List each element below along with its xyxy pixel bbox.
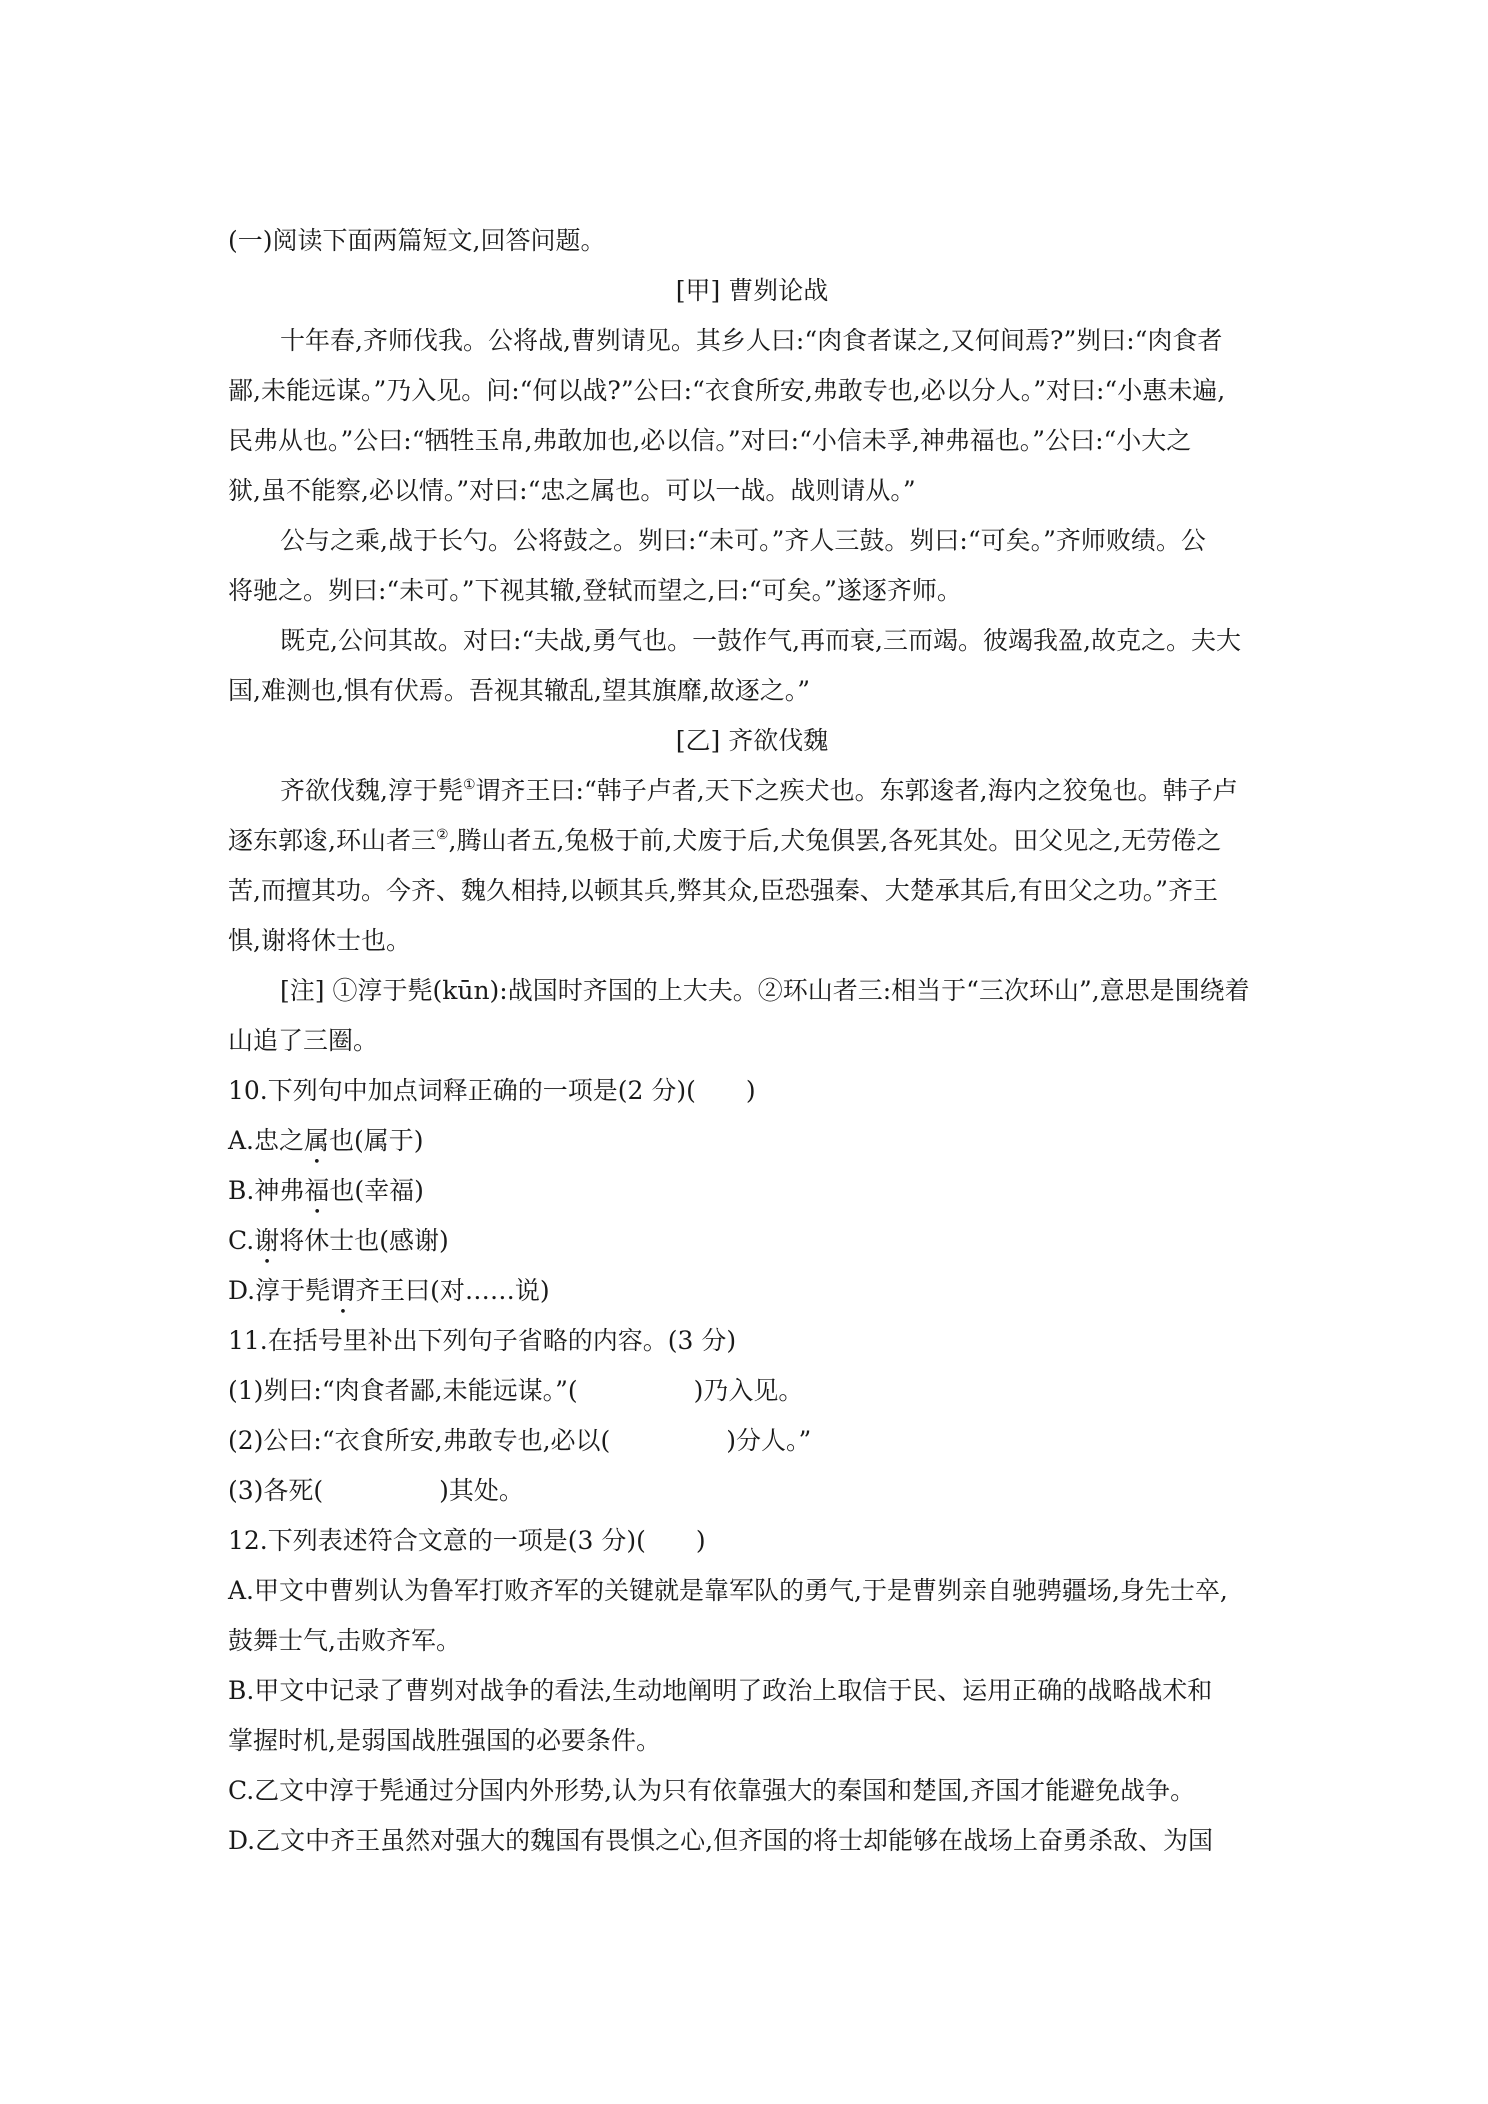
q11-s2-pre: (2)公曰:“衣食所安,弗敢专也,必以( <box>228 1426 611 1455</box>
q10-b-dotted-word: 福 <box>304 1176 330 1205</box>
q11-s1-post: )乃入见。 <box>693 1376 804 1405</box>
q10-b-post: 也(幸福) <box>329 1176 424 1205</box>
passage-a-p1-line3: 民弗从也。”公曰:“牺牲玉帛,弗敢加也,必以信。”对曰:“小信未孚,神弗福也。”公曰:“小大之 <box>228 426 1192 455</box>
passage-b-line2-start: 逐东郭逡,环山者三 <box>228 826 436 855</box>
q12-option-a-line1: A.甲文中曹刿认为鲁军打败齐军的关键就是靠军队的勇气,于是曹刿亲自驰骋疆场,身先士卒, <box>228 1576 1228 1605</box>
q11-s2-post: )分人。” <box>726 1426 812 1455</box>
q12-option-b-line2: 掌握时机,是弱国战胜强国的必要条件。 <box>228 1726 661 1755</box>
passage-a-p2-line1: 公与之乘,战于长勺。公将鼓之。刿曰:“未可。”齐人三鼓。刿曰:“可矣。”齐师败绩。公 <box>280 526 1206 555</box>
q11-sentence-1 <box>228 1366 1276 1416</box>
footnote-marker-2: ② <box>435 827 449 843</box>
q10-option-d <box>228 1266 1276 1316</box>
passage-a-title: [甲] 曹刿论战 <box>675 276 829 305</box>
notes-line2: 山追了三圈。 <box>228 1026 379 1055</box>
q10-stem: 10.下列句中加点词释正确的一项是(2 分)( ) <box>228 1076 756 1105</box>
q10-c-pre: C. <box>228 1226 255 1255</box>
passage-b-line1-start: 齐欲伐魏,淳于髡 <box>280 776 463 805</box>
q10-a-post: 也(属于) <box>329 1126 424 1155</box>
passage-b-line2 <box>228 816 1276 866</box>
q11-s1-pre: (1)刿曰:“肉食者鄙,未能远谋。”( <box>228 1376 578 1405</box>
passage-a-p1-line1: 十年春,齐师伐我。公将战,曹刿请见。其乡人曰:“肉食者谋之,又何间焉?”刿曰:“肉食者 <box>280 326 1223 355</box>
passage-b-line1-end: 谓齐王曰:“韩子卢者,天下之疾犬也。东郭逡者,海内之狡兔也。韩子卢 <box>475 776 1238 805</box>
q12-option-b-line1: B.甲文中记录了曹刿对战争的看法,生动地阐明了政治上取信于民、运用正确的战略战术和 <box>228 1676 1213 1705</box>
passage-a-p3-line1: 既克,公问其故。对曰:“夫战,勇气也。一鼓作气,再而衰,三而竭。彼竭我盈,故克之。夫大 <box>280 626 1241 655</box>
passage-b-line2-end: ,腾山者五,兔极于前,犬废于后,犬兔俱罢,各死其处。田父见之,无劳倦之 <box>448 826 1222 855</box>
passage-a-p3-line2: 国,难测也,惧有伏焉。吾视其辙乱,望其旗靡,故逐之。” <box>228 676 811 705</box>
notes-line1: [注] ①淳于髡(kūn):战国时齐国的上大夫。②环山者三:相当于“三次环山”,意思是围绕着 <box>280 976 1250 1005</box>
passage-b-line4: 惧,谢将休士也。 <box>228 926 411 955</box>
q10-c-post: 将休士也(感谢) <box>279 1226 449 1255</box>
q11-s3-post: )其处。 <box>439 1476 524 1505</box>
q12-option-d: D.乙文中齐王虽然对强大的魏国有畏惧之心,但齐国的将士却能够在战场上奋勇杀敌、为国 <box>228 1826 1214 1855</box>
q11-sentence-2 <box>228 1416 1276 1466</box>
q12-option-c: C.乙文中淳于髡通过分国内外形势,认为只有依靠强大的秦国和楚国,齐国才能避免战争。 <box>228 1776 1196 1805</box>
q10-b-pre: B.神弗 <box>228 1176 305 1205</box>
section-intro: (一)阅读下面两篇短文,回答问题。 <box>228 226 606 255</box>
q10-d-pre: D.淳于髡 <box>228 1276 331 1305</box>
passage-b-line1 <box>228 766 1276 816</box>
passage-a-p2-line2: 将驰之。刿曰:“未可。”下视其辙,登轼而望之,曰:“可矣。”遂逐齐师。 <box>228 576 962 605</box>
passage-b-title: [乙] 齐欲伐魏 <box>675 726 829 755</box>
exam-page <box>228 216 1276 1866</box>
q12-option-a-line2: 鼓舞士气,击败齐军。 <box>228 1626 461 1655</box>
q10-d-dotted-word: 谓 <box>330 1276 356 1305</box>
passage-b-line3: 苦,而擅其功。今齐、魏久相持,以顿其兵,弊其众,臣恐强秦、大楚承其后,有田父之功。”齐王 <box>228 876 1219 905</box>
q10-a-dotted-word: 属 <box>304 1126 330 1155</box>
q11-s3-pre: (3)各死( <box>228 1476 324 1505</box>
q11-stem: 11.在括号里补出下列句子省略的内容。(3 分) <box>228 1326 737 1355</box>
q10-a-pre: A.忠之 <box>228 1126 305 1155</box>
q11-sentence-3 <box>228 1466 1276 1516</box>
q10-option-c <box>228 1216 1276 1266</box>
passage-a-p1-line2: 鄙,未能远谋。”乃入见。问:“何以战?”公曰:“衣食所安,弗敢专也,必以分人。”对曰:“小惠未遍, <box>228 376 1226 405</box>
footnote-marker-1: ① <box>462 777 476 793</box>
q10-c-dotted-word: 谢 <box>254 1226 280 1255</box>
q10-option-a <box>228 1116 1276 1166</box>
q12-stem: 12.下列表述符合文意的一项是(3 分)( ) <box>228 1526 706 1555</box>
passage-a-p1-line4: 狱,虽不能察,必以情。”对曰:“忠之属也。可以一战。战则请从。” <box>228 476 916 505</box>
q10-d-post: 齐王曰(对……说) <box>355 1276 550 1305</box>
q10-option-b <box>228 1166 1276 1216</box>
